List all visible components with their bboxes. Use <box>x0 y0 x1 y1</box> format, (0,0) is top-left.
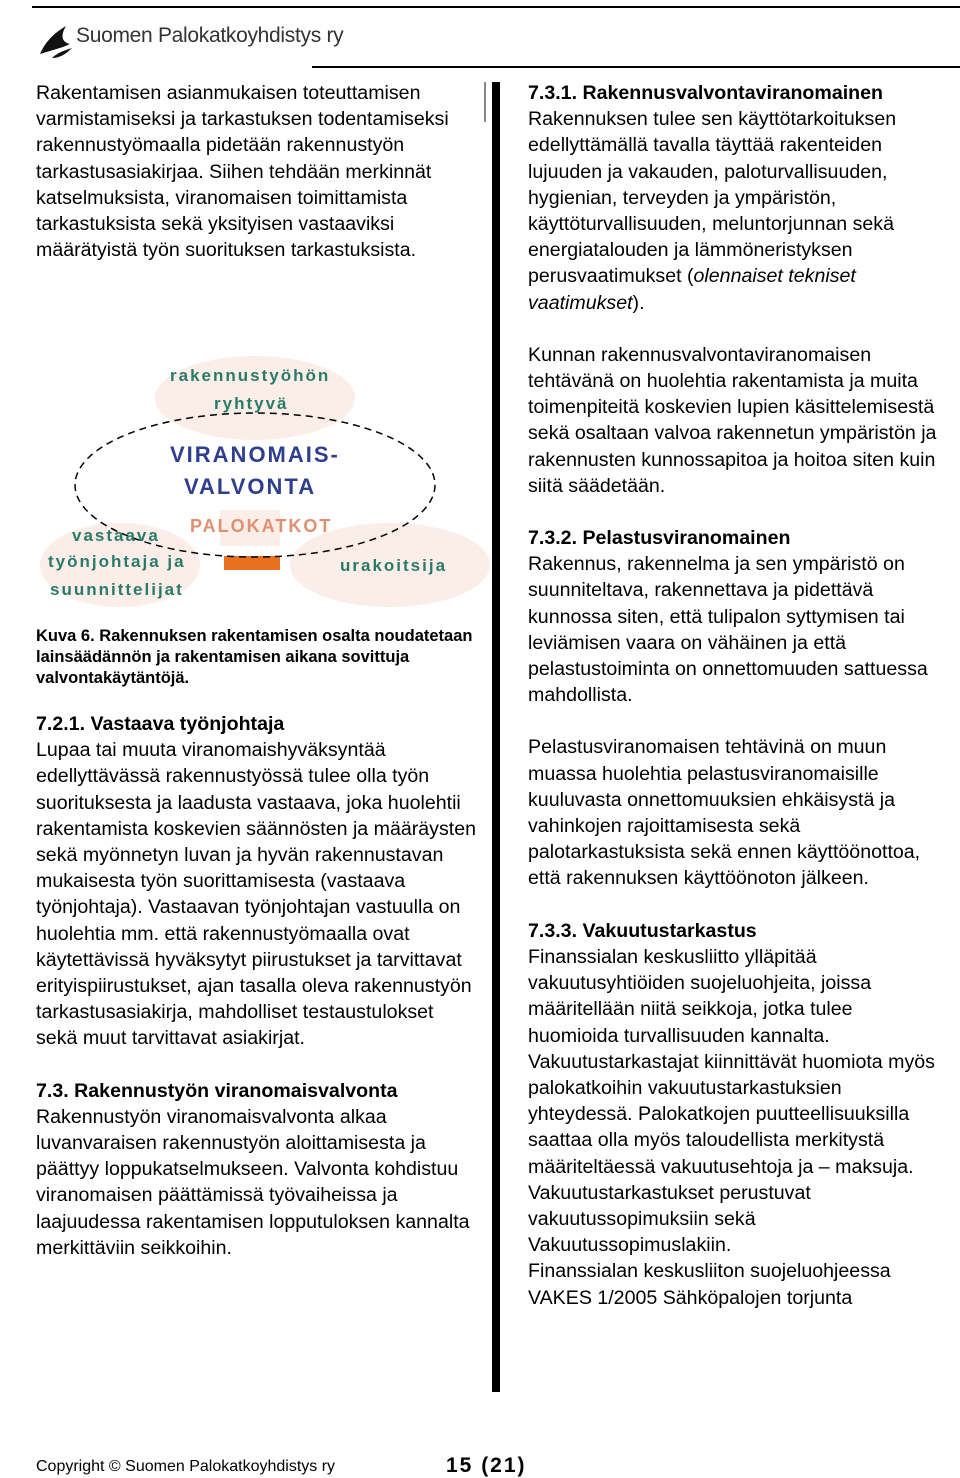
top-label-line2: ryhtyvä <box>214 394 289 413</box>
top-label-line1: rakennustyöhön <box>170 366 331 385</box>
column-divider <box>492 82 500 1392</box>
section-7-3-2-text: Rakennus, rakennelma ja sen ympäristö on suunniteltava, rakennettava ja pidettävä kunnossa siten, että tulipalon syttymisen tai leviämisen vaara on vähäinen ja että pelastustoiminta on onnettomuuden sattuessa mahdollista. <box>528 553 928 707</box>
section-7-3-1-text <box>528 106 948 316</box>
orange-block <box>224 556 280 570</box>
left-label-line1: vastaava <box>72 526 160 545</box>
section-7-3-2-title: 7.3.2. Pelastusviranomainen <box>528 527 791 550</box>
palokatkot-label: PALOKATKOT <box>190 516 333 536</box>
intro-paragraph: Rakentamisen asianmukaisen toteuttamisen varmistamiseksi ja tarkastuksen todentamiseksi rakennustyömaalla pidetään rakennustyön tarkastusasiakirjaa. Siihen tehdään merkinnät katselmuksista, viranomaisen toimittamista tarkastuksista sekä yksityisen vastaaviksi määrätyistä työn suorituksen tarkastuksista. <box>36 82 449 262</box>
center-label-line2: VALVONTA <box>184 474 317 499</box>
left-label-line3: suunnittelijat <box>50 580 184 599</box>
center-label-line1: VIRANOMAIS- <box>170 442 340 467</box>
header-rule-bottom <box>312 66 960 68</box>
section-7-3-1-text-b: ). <box>632 291 645 314</box>
footer-copyright: Copyright © Suomen Palokatkoyhdistys ry <box>36 1458 336 1475</box>
section-7-3-1-text-a: Rakennuksen tulee sen käyttötarkoituksen edellyttämällä tavalla täyttää rakenteiden lujuuden ja vakauden, paloturvallisuuden, hygienian, terveyden ja ympäristön, käyttöturvallisuuden, meluntorjunnan sekä energiatalouden ja lämmöneristyksen perusvaatimukset ( <box>528 108 897 288</box>
figure-caption: Kuva 6. Rakennuksen rakentamisen osalta noudatetaan lainsäädännön ja rakentamisen aikana sovittuja valvontakäytäntöjä. <box>36 627 473 687</box>
section-7-3-3-text: Finanssialan keskusliitto ylläpitää vakuutusyhtiöiden suojeluohjeita, joissa määritellään niitä seikkoja, jotka tulee huomioida turvallisuuden kannalta. Vakuutustarkastajat kiinnittävät huomiota myös palokatkoihin vakuutustarkastuksien yhteydessä. Palokatkojen puutteellisuuksilla saattaa olla myös taloudellista merkitystä määriteltäessä vakuutusehtoja ja – maksuja. Vakuutustarkastukset perustuvat vakuutussopimuksiin sekä Vakuutussopimuslakiin. <box>528 945 935 1257</box>
header-rule-top <box>32 6 960 8</box>
left-body <box>36 626 476 1261</box>
section-7-3-text: Rakennustyön viranomaisvalvonta alkaa luvanvaraisen rakennustyön aloittamisesta ja päättyy loppukatselmukseen. Valvonta kohdistuu viranomaisen päättämissä työvaiheissa ja laajuudessa rakentamisen lopputuloksen kannalta merkittäviin seikkoihin. <box>36 1105 470 1259</box>
column-divider-accent <box>484 82 486 122</box>
right-body <box>528 80 948 1311</box>
section-7-2-1-title: 7.2.1. Vastaava työnjohtaja <box>36 713 285 735</box>
left-intro <box>36 80 476 263</box>
right-label: urakoitsija <box>340 556 448 575</box>
org-name: Suomen Palokatkoyhdistys ry <box>76 24 344 47</box>
section-7-2-1-text: Lupaa tai muuta viranomaishyväksyntää edellyttävässä rakennustyössä tulee olla työn suorituksesta ja laadusta vastaava, joka huolehtii rakentamista koskevien säännösten ja määräysten sekä myönnetyn luvan ja hyvän rakennustavan mukaisesta työn suorittamisesta (vastaava työnjohtaja). Vastaavan työnjohtajan vastuulla on huolehtia mm. että rakennustyömaalla ovat käytettävissä hyväksytyt piirustukset ja tarvittavat erityispiirustukset, ajan tasalla oleva rakennustyön tarkastusasiakirja, mahdolliset testaustulokset sekä muut tarvittavat asiakirjat. <box>36 739 477 1050</box>
left-label-line2: työnjohtaja ja <box>48 552 186 571</box>
section-7-3-title: 7.3. Rakennustyön viranomaisvalvonta <box>36 1079 398 1102</box>
section-7-3-1-text2: Kunnan rakennusvalvontaviranomaisen tehtävänä on huolehtia rakentamista ja muita toimenpiteitä koskevien lupien käsittelemisestä sekä osaltaan valvoa rakennetun ympäristön ja rakennusten kunnossapitoa ja hoitoa siten kuin siitä säädetään. <box>528 343 937 497</box>
section-7-3-3-text2: Finanssialan keskusliiton suojeluohjeessa VAKES 1/2005 Sähköpalojen torjunta <box>528 1260 891 1309</box>
supervision-diagram <box>40 350 490 610</box>
footer-page-number: 15 (21) <box>446 1454 527 1477</box>
section-7-3-2-text2: Pelastusviranomaisen tehtävinä on muun muassa huolehtia pelastusviranomaisille kuuluvasta onnettomuuksien ehkäisystä ja vahinkojen rajoittamisesta sekä palotarkastuksista sekä ennen käyttöönottoa, että rakennuksen käyttöönoton jälkeen. <box>528 736 921 890</box>
section-7-3-1-title: 7.3.1. Rakennusvalvontaviranomainen <box>528 82 884 104</box>
section-7-3-1-text-italic: olennaiset tekniset vaatimukset <box>528 265 856 314</box>
section-7-3-3-title: 7.3.3. Vakuutustarkastus <box>528 919 757 942</box>
